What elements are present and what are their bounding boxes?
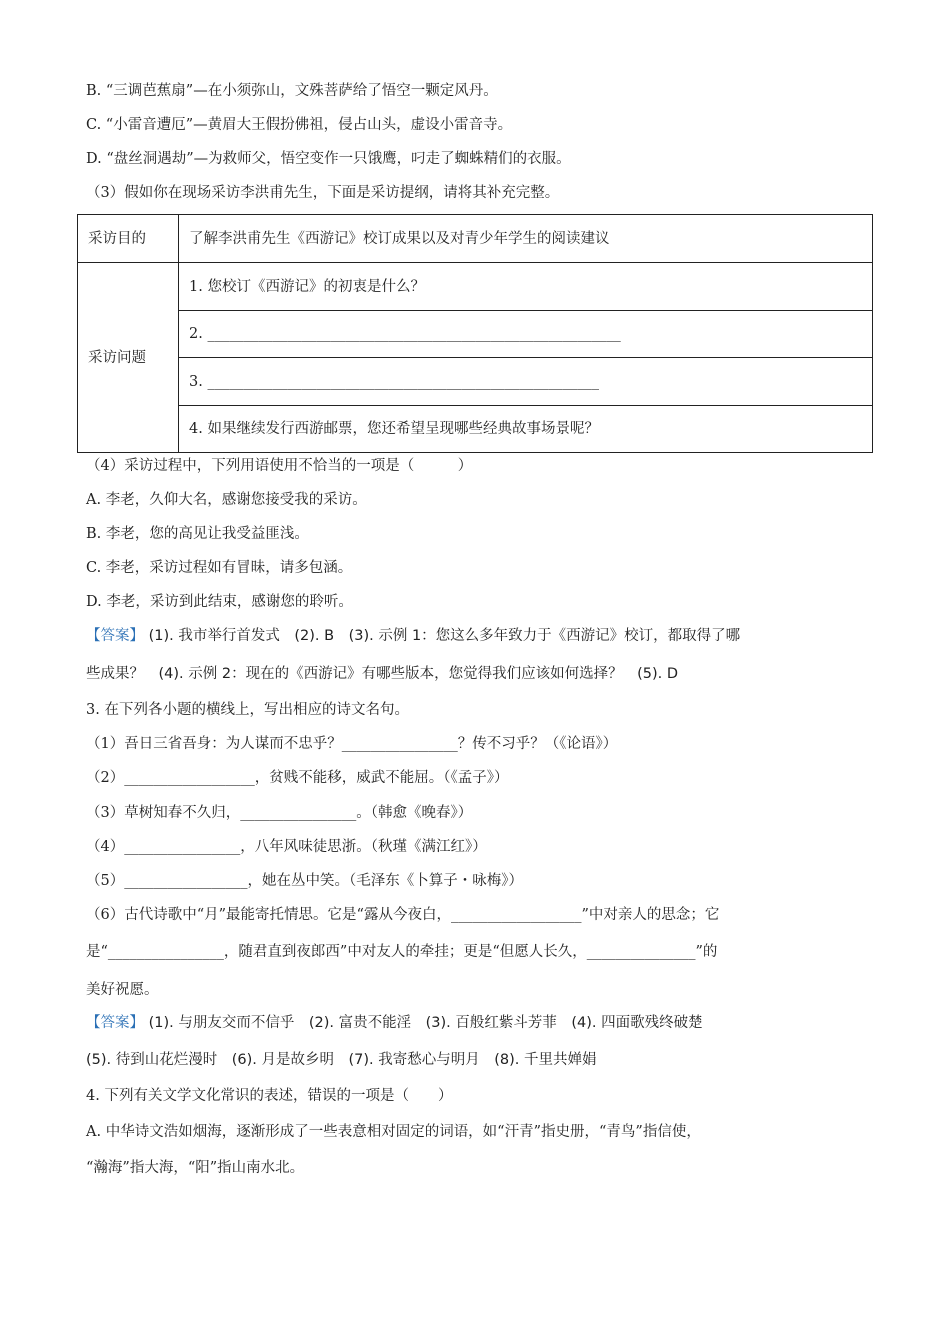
- q2-part4-option-d: D. 李老，采访到此结束，感谢您的聆听。: [86, 594, 353, 610]
- q4-title: 4. 下列有关文学文化常识的表述，错误的一项是（ ）: [86, 1088, 453, 1104]
- q2-part3-prompt: （3）假如你在现场采访李洪甫先生，下面是采访提纲，请将其补充完整。: [86, 185, 560, 201]
- answer-tag: 【答案】: [86, 628, 144, 644]
- q2-option-c: C. “小雷音遭厄”—黄眉大王假扮佛祖，侵占山头，虚设小雷音寺。: [86, 117, 513, 133]
- answer-3-line-2: [86, 1050, 597, 1070]
- q2-option-b: B. “三调芭蕉扇”—在小须弥山，文殊菩萨给了悟空一颗定风丹。: [86, 83, 498, 99]
- answer-tag: 【答案】: [86, 1015, 144, 1031]
- q2-part4-option-a: A. 李老，久仰大名，感谢您接受我的采访。: [86, 492, 367, 508]
- interview-outline-table: [77, 214, 873, 453]
- q3-item-3: （3）草树知春不久归，________________。（韩愈《晚春》）: [86, 805, 473, 821]
- answer-2-line-2: [86, 664, 678, 684]
- purpose-text: 了解李洪甫先生《西游记》校订成果以及对青少年学生的阅读建议: [179, 215, 873, 263]
- interview-question-1: 1. 您校订《西游记》的初衷是什么？: [179, 263, 873, 311]
- q2-part4-option-b: B. 李老，您的高见让我受益匪浅。: [86, 526, 309, 542]
- q3-item-4: （4）________________，八年风味徒思浙。（秋瑾《满江红》）: [86, 839, 487, 855]
- answer-2-text-2: 些成果？ (4). 示例 2：现在的《西游记》有哪些版本，您觉得我们应该如何选择？ (5). D: [86, 666, 679, 682]
- purpose-label: 采访目的: [78, 215, 179, 263]
- q4-option-a-line-2: “瀚海”指大海，“阳”指山南水北。: [86, 1160, 305, 1176]
- interview-question-2-blank: 2. _________________________________________________________: [179, 311, 873, 358]
- q3-item-6-line-1: （6）古代诗歌中“月”最能寄托情思。它是“露从今夜白，__________________”中对亲人的思念；它: [86, 907, 720, 923]
- q3-item-6-line-3: 美好祝愿。: [86, 982, 159, 998]
- q3-item-5: （5）_________________，她在丛中笑。（毛泽东《卜算子・咏梅》）: [86, 873, 523, 889]
- answer-2-line-1: [86, 626, 740, 646]
- interview-question-3-blank: 3. ______________________________________________________: [179, 358, 873, 406]
- answer-3-text-1: (1). 与朋友交而不信乎 (2). 富贵不能淫 (3). 百般红紫斗芳菲 (4). 四面歌残终破楚: [148, 1015, 703, 1031]
- q3-item-6-line-2: 是“________________，随君直到夜郎西”中对友人的牵挂；更是“但愿人长久，_______________”的: [86, 944, 718, 960]
- answer-2-text-1: (1). 我市举行首发式 (2). B (3). 示例 1：您这么多年致力于《西游记》校订，都取得了哪: [148, 628, 741, 644]
- q3-item-1: （1）吾日三省吾身：为人谋而不忠乎？________________？传不习乎？（《论语》）: [86, 736, 618, 752]
- q3-title: 3. 在下列各小题的横线上，写出相应的诗文名句。: [86, 702, 409, 718]
- q2-option-d: D. “盘丝洞遇劫”—为救师父，悟空变作一只饿鹰，叼走了蜘蛛精们的衣服。: [86, 151, 571, 167]
- q4-option-a-line-1: A. 中华诗文浩如烟海，逐渐形成了一些表意相对固定的词语，如“汗青”指史册，“青鸟”指信使，: [86, 1124, 701, 1140]
- answer-3-text-2: (5). 待到山花烂漫时 (6). 月是故乡明 (7). 我寄愁心与明月 (8). 千里共婵娟: [86, 1052, 597, 1068]
- q2-part4-option-c: C. 李老，采访过程如有冒昧，请多包涵。: [86, 560, 353, 576]
- q3-item-2: （2）__________________，贫贱不能移，威武不能屈。（《孟子》）: [86, 770, 509, 786]
- answer-3-line-1: [86, 1013, 703, 1033]
- interview-question-4: 4. 如果继续发行西游邮票，您还希望呈现哪些经典故事场景呢？: [179, 406, 873, 453]
- q2-part4-prompt: （4）采访过程中，下列用语使用不恰当的一项是（ ）: [86, 458, 473, 474]
- questions-label: 采访问题: [78, 263, 179, 453]
